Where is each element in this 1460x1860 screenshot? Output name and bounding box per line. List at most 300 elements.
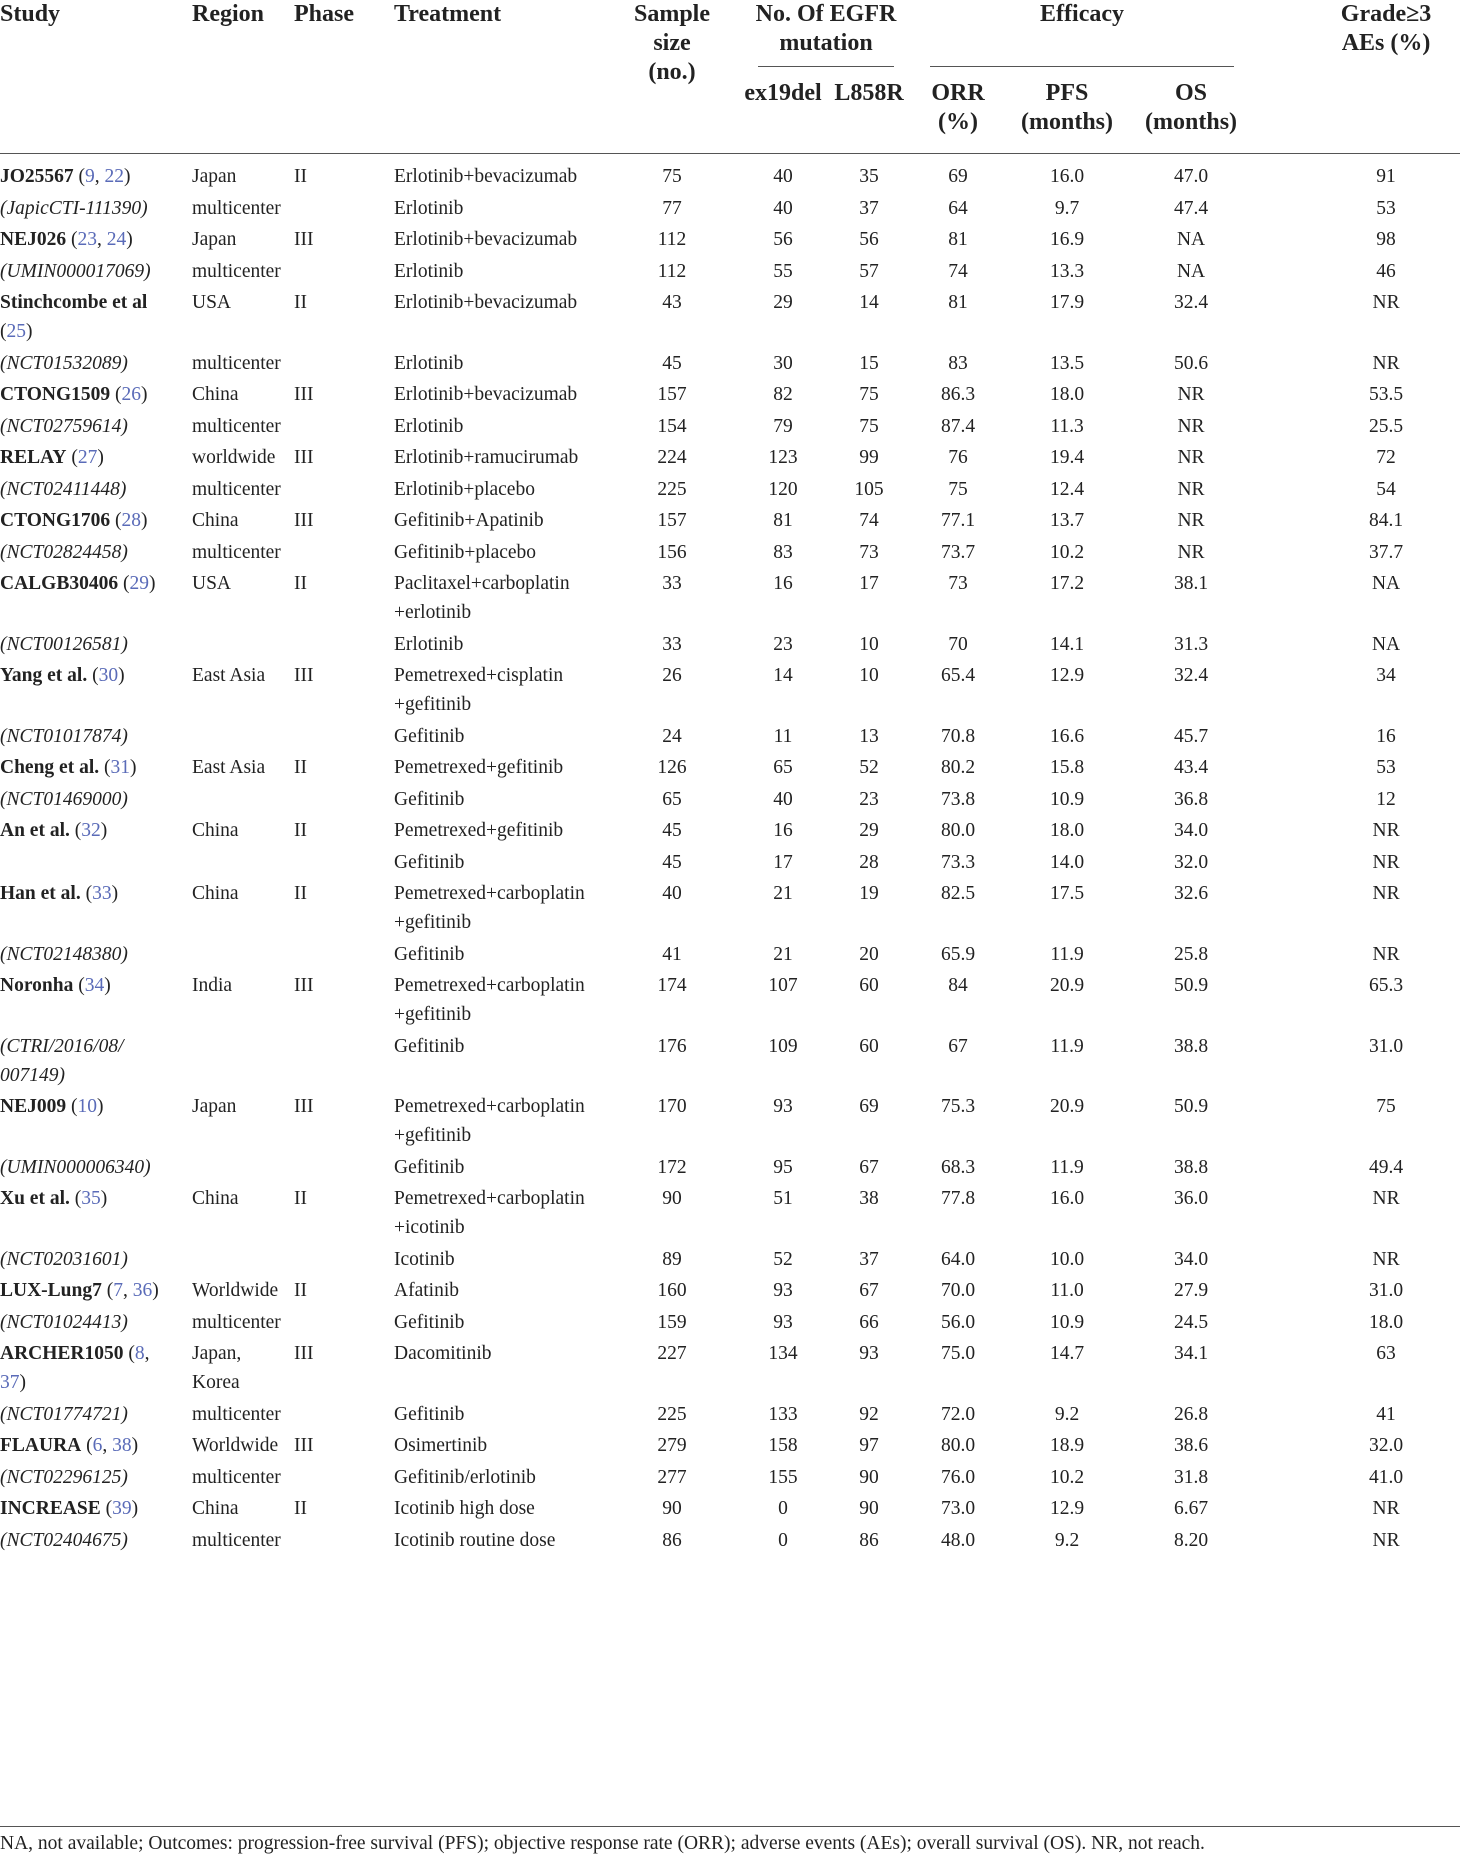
reference-link[interactable]: 35 bbox=[81, 1188, 101, 1209]
cell-sample-size: 170 bbox=[657, 1096, 687, 1117]
cell-os: 50.9 bbox=[1173, 1096, 1209, 1117]
cell-study: RELAY (27) bbox=[0, 447, 104, 468]
cell-region bbox=[178, 1153, 272, 1185]
cell-region: China bbox=[192, 820, 239, 841]
table-row bbox=[0, 288, 1460, 349]
cell-grade3-aes: 84.1 bbox=[1368, 510, 1404, 531]
cell-study bbox=[0, 1153, 178, 1185]
reference-link[interactable]: 24 bbox=[106, 229, 127, 250]
reference-link[interactable]: 32 bbox=[81, 820, 101, 841]
cell-orr: 70.8 bbox=[940, 725, 976, 747]
cell-phase: III bbox=[294, 665, 314, 686]
cell-sample-size: 279 bbox=[657, 1435, 687, 1456]
cell-treatment bbox=[354, 154, 584, 194]
reference-link[interactable]: 8 bbox=[134, 1343, 145, 1364]
cell-region: multicenter bbox=[192, 415, 281, 437]
cell-grade3-aes: NR bbox=[1372, 1498, 1400, 1519]
cell-sample-size: 26 bbox=[662, 665, 682, 686]
study-name: Noronha bbox=[0, 975, 74, 996]
treatment-line: Gefitinib bbox=[394, 788, 465, 810]
cell-orr: 73.3 bbox=[940, 851, 976, 873]
cell-treatment bbox=[354, 1276, 584, 1308]
cell-study bbox=[0, 349, 178, 381]
treatment-line: Erlotinib bbox=[394, 633, 464, 655]
cell-ex19del: 120 bbox=[768, 478, 798, 500]
treatment-line: Erlotinib bbox=[394, 415, 464, 437]
cell-orr: 80.0 bbox=[940, 820, 976, 841]
cell-treatment bbox=[354, 848, 584, 880]
treatment-line: Gefitinib bbox=[394, 1156, 465, 1178]
treatment-line: Erlotinib+bevacizumab bbox=[394, 229, 578, 250]
cell-l858r: 35 bbox=[859, 166, 879, 187]
study-name: Han et al. bbox=[0, 883, 81, 904]
cell-l858r: 69 bbox=[859, 1096, 879, 1117]
cell-os: 32.4 bbox=[1173, 665, 1209, 686]
cell-os: 6.67 bbox=[1173, 1498, 1209, 1519]
cell-os: NR bbox=[1177, 384, 1205, 405]
cell-grade3-aes: 46 bbox=[1376, 260, 1396, 282]
cell-grade3-aes: 72 bbox=[1376, 447, 1396, 468]
cell-treatment bbox=[354, 538, 584, 570]
cell-sample-size: 45 bbox=[662, 851, 682, 873]
cell-pfs: 19.4 bbox=[1049, 447, 1085, 468]
cell-orr: 69 bbox=[948, 166, 968, 187]
cell-l858r: 92 bbox=[859, 1403, 879, 1425]
cell-l858r: 28 bbox=[859, 851, 879, 873]
cell-grade3-aes: 25.5 bbox=[1368, 415, 1404, 437]
study-registry-id: (NCT02404675) bbox=[0, 1529, 128, 1551]
cell-phase: II bbox=[294, 573, 307, 594]
cell-grade3-aes: 32.0 bbox=[1368, 1435, 1404, 1456]
cell-pfs: 13.7 bbox=[1049, 510, 1085, 531]
cell-study bbox=[0, 785, 178, 817]
cell-l858r: 17 bbox=[859, 573, 879, 594]
header-ex19del: ex19del bbox=[744, 80, 822, 106]
reference-link[interactable]: 9 bbox=[85, 166, 95, 187]
cell-pfs: 10.9 bbox=[1049, 788, 1085, 810]
reference-link[interactable]: 30 bbox=[98, 665, 119, 686]
cell-grade3-aes: NR bbox=[1372, 943, 1400, 965]
treatment-line: Gefitinib bbox=[394, 1035, 465, 1057]
header-efficacy: Efficacy bbox=[912, 0, 1252, 67]
study-name: CALGB30406 bbox=[0, 573, 119, 594]
cell-region: East Asia bbox=[192, 757, 266, 778]
header-egfr-mutation: No. Of EGFR mutation bbox=[730, 0, 912, 67]
cell-orr: 70 bbox=[948, 633, 968, 655]
cell-region bbox=[178, 848, 272, 880]
cell-os: 34.1 bbox=[1173, 1343, 1209, 1364]
cell-orr: 64 bbox=[948, 197, 968, 219]
table-row bbox=[0, 848, 1460, 880]
cell-ex19del: 82 bbox=[773, 384, 793, 405]
cell-ex19del: 29 bbox=[773, 292, 793, 313]
treatment-line: Pemetrexed+cisplatin bbox=[394, 665, 564, 686]
cell-treatment bbox=[354, 1245, 584, 1277]
cell-study bbox=[0, 257, 178, 289]
cell-l858r: 60 bbox=[859, 975, 879, 996]
table-row bbox=[0, 1400, 1460, 1432]
header-treatment: Treatment bbox=[394, 1, 502, 27]
cell-grade3-aes: NR bbox=[1372, 820, 1400, 841]
cell-grade3-aes: NR bbox=[1372, 883, 1400, 904]
cell-phase bbox=[272, 257, 354, 289]
cell-orr: 65.4 bbox=[940, 665, 976, 686]
cell-treatment bbox=[354, 1463, 584, 1495]
cell-region: multicenter bbox=[192, 1466, 281, 1488]
treatment-line: Pemetrexed+carboplatin bbox=[394, 1096, 585, 1117]
reference-link[interactable]: 39 bbox=[112, 1498, 132, 1519]
cell-pfs: 13.5 bbox=[1049, 352, 1085, 374]
cell-ex19del: 95 bbox=[773, 1156, 793, 1178]
cell-region: multicenter bbox=[192, 260, 281, 282]
cell-pfs: 14.0 bbox=[1049, 851, 1085, 873]
cell-study: FLAURA (6, 38) bbox=[0, 1435, 139, 1456]
treatment-line: Erlotinib+ramucirumab bbox=[394, 447, 579, 468]
cell-sample-size: 277 bbox=[657, 1466, 687, 1488]
cell-phase: II bbox=[294, 166, 307, 187]
cell-pfs: 14.7 bbox=[1049, 1343, 1085, 1364]
cell-grade3-aes: NR bbox=[1372, 851, 1400, 873]
cell-l858r: 14 bbox=[859, 292, 879, 313]
cell-l858r: 60 bbox=[859, 1035, 879, 1057]
study-name: LUX-Lung7 bbox=[0, 1280, 102, 1301]
treatment-line: Gefitinib+placebo bbox=[394, 541, 537, 563]
cell-sample-size: 156 bbox=[657, 541, 687, 563]
cell-grade3-aes: NR bbox=[1372, 1529, 1400, 1551]
cell-sample-size: 172 bbox=[657, 1156, 687, 1178]
cell-sample-size: 225 bbox=[657, 1403, 687, 1425]
treatment-line: Gefitinib/erlotinib bbox=[394, 1466, 536, 1488]
table-row bbox=[0, 475, 1460, 507]
treatment-line: Pemetrexed+carboplatin bbox=[394, 975, 585, 996]
header-os: OS (months) bbox=[1145, 80, 1238, 135]
cell-study: CTONG1509 (26) bbox=[0, 384, 148, 405]
cell-study bbox=[0, 1245, 178, 1277]
cell-orr: 84 bbox=[948, 975, 968, 996]
treatment-line: Erlotinib+bevacizumab bbox=[394, 166, 578, 187]
cell-phase: III bbox=[294, 384, 314, 405]
cell-os: NR bbox=[1177, 541, 1205, 563]
cell-sample-size: 227 bbox=[657, 1343, 687, 1364]
cell-pfs: 9.2 bbox=[1054, 1529, 1080, 1551]
table-row bbox=[0, 1339, 1460, 1400]
cell-os: NA bbox=[1176, 229, 1206, 250]
treatment-line: Erlotinib bbox=[394, 197, 464, 219]
cell-grade3-aes: 18.0 bbox=[1368, 1311, 1404, 1333]
cell-ex19del: 93 bbox=[773, 1280, 793, 1301]
treatment-line: Erlotinib+bevacizumab bbox=[394, 384, 578, 405]
cell-pfs: 20.9 bbox=[1049, 975, 1085, 996]
cell-phase: III bbox=[294, 447, 314, 468]
treatment-line: +icotinib bbox=[394, 1217, 465, 1238]
study-name: Cheng et al. bbox=[0, 757, 100, 778]
cell-treatment bbox=[354, 1153, 584, 1185]
treatment-line: Gefitinib bbox=[394, 851, 465, 873]
cell-study: CTONG1706 (28) bbox=[0, 510, 148, 531]
study-name: NEJ009 bbox=[0, 1096, 67, 1117]
study-name: CTONG1706 bbox=[0, 510, 111, 531]
cell-sample-size: 45 bbox=[662, 352, 682, 374]
table-row bbox=[0, 380, 1460, 412]
reference-link[interactable]: 31 bbox=[110, 757, 130, 778]
cell-ex19del: 107 bbox=[768, 975, 798, 996]
cell-treatment bbox=[354, 1308, 584, 1340]
cell-treatment bbox=[354, 475, 584, 507]
header-phase: Phase bbox=[294, 1, 354, 27]
table-row bbox=[0, 940, 1460, 972]
cell-l858r: 99 bbox=[859, 447, 879, 468]
cell-pfs: 12.9 bbox=[1049, 665, 1085, 686]
reference-link[interactable]: 22 bbox=[104, 166, 125, 187]
table-row bbox=[0, 816, 1460, 848]
cell-phase bbox=[272, 1032, 354, 1093]
cell-phase bbox=[272, 1463, 354, 1495]
reference-link[interactable]: 29 bbox=[129, 573, 149, 594]
cell-study bbox=[0, 1032, 178, 1093]
reference-link[interactable]: 7 bbox=[113, 1280, 123, 1301]
table-row bbox=[0, 785, 1460, 817]
cell-ex19del: 93 bbox=[773, 1096, 793, 1117]
cell-pfs: 13.3 bbox=[1049, 260, 1085, 282]
treatment-line: Erlotinib bbox=[394, 260, 464, 282]
table-row bbox=[0, 971, 1460, 1032]
cell-region: China bbox=[192, 883, 239, 904]
cell-ex19del: 123 bbox=[768, 447, 798, 468]
cell-ex19del: 109 bbox=[768, 1035, 798, 1057]
reference-link[interactable]: 6 bbox=[92, 1435, 103, 1456]
cell-l858r: 37 bbox=[859, 1248, 879, 1270]
cell-treatment bbox=[354, 257, 584, 289]
cell-ex19del: 51 bbox=[773, 1188, 793, 1209]
table-row bbox=[0, 1245, 1460, 1277]
cell-phase: II bbox=[294, 292, 307, 313]
cell-study bbox=[0, 940, 178, 972]
cell-grade3-aes: 54 bbox=[1376, 478, 1396, 500]
cell-phase: II bbox=[294, 1188, 307, 1209]
treatment-line: Erlotinib+placebo bbox=[394, 478, 535, 500]
study-name: CTONG1509 bbox=[0, 384, 111, 405]
table-row bbox=[0, 1526, 1460, 1558]
study-registry-id: (NCT01017874) bbox=[0, 725, 128, 747]
cell-ex19del: 0 bbox=[778, 1529, 788, 1551]
cell-os: 27.9 bbox=[1173, 1280, 1209, 1301]
cell-l858r: 75 bbox=[859, 384, 879, 405]
cell-os: 38.6 bbox=[1173, 1435, 1209, 1456]
cell-os: 32.4 bbox=[1173, 292, 1209, 313]
cell-phase bbox=[272, 349, 354, 381]
cell-grade3-aes: 65.3 bbox=[1368, 975, 1404, 996]
header-pfs: PFS (months) bbox=[1021, 80, 1114, 135]
cell-phase: III bbox=[294, 510, 314, 531]
cell-l858r: 90 bbox=[859, 1466, 879, 1488]
cell-os: NA bbox=[1176, 260, 1206, 282]
cell-ex19del: 14 bbox=[773, 665, 793, 686]
reference-link[interactable]: 10 bbox=[77, 1096, 97, 1117]
reference-link[interactable]: 23 bbox=[77, 229, 97, 250]
cell-ex19del: 81 bbox=[773, 510, 793, 531]
table-row bbox=[0, 1184, 1460, 1245]
cell-pfs: 12.9 bbox=[1049, 1498, 1085, 1519]
cell-study: Yang et al. (30) bbox=[0, 665, 125, 686]
cell-treatment bbox=[354, 1092, 584, 1153]
cell-os: 38.8 bbox=[1173, 1156, 1209, 1178]
cell-region: multicenter bbox=[192, 541, 281, 563]
cell-treatment bbox=[354, 225, 584, 257]
header-l858r: L858R bbox=[834, 80, 904, 106]
cell-grade3-aes: 53.5 bbox=[1368, 384, 1404, 405]
cell-study: LUX-Lung7 (7, 36) bbox=[0, 1280, 159, 1301]
cell-os: NR bbox=[1177, 478, 1205, 500]
treatment-line: Icotinib high dose bbox=[394, 1498, 535, 1519]
cell-study bbox=[0, 1308, 178, 1340]
treatment-line: Gefitinib bbox=[394, 725, 465, 747]
cell-l858r: 67 bbox=[859, 1156, 879, 1178]
study-registry-id: (NCT02411448) bbox=[0, 478, 127, 500]
cell-pfs: 11.3 bbox=[1050, 415, 1084, 437]
cell-ex19del: 155 bbox=[768, 1466, 798, 1488]
cell-pfs: 10.9 bbox=[1049, 1311, 1085, 1333]
reference-link[interactable]: 27 bbox=[77, 447, 98, 468]
cell-sample-size: 157 bbox=[657, 384, 687, 405]
cell-sample-size: 90 bbox=[662, 1188, 682, 1209]
cell-grade3-aes: 31.0 bbox=[1368, 1035, 1404, 1057]
cell-treatment bbox=[354, 661, 584, 722]
cell-grade3-aes: NR bbox=[1372, 292, 1400, 313]
cell-study bbox=[0, 412, 178, 444]
cell-phase: II bbox=[294, 1280, 307, 1301]
cell-region bbox=[178, 630, 272, 662]
reference-link[interactable]: 38 bbox=[112, 1435, 132, 1456]
cell-pfs: 11.9 bbox=[1050, 943, 1084, 965]
table-row bbox=[0, 569, 1460, 630]
cell-os: 38.1 bbox=[1173, 573, 1209, 594]
table-row bbox=[0, 1092, 1460, 1153]
reference-link[interactable]: 25 bbox=[6, 321, 26, 342]
cell-region: India bbox=[192, 975, 233, 996]
cell-treatment bbox=[354, 412, 584, 444]
treatment-line: Icotinib routine dose bbox=[394, 1529, 556, 1551]
treatment-line: Gefitinib bbox=[394, 943, 465, 965]
cell-phase: III bbox=[294, 975, 314, 996]
cell-sample-size: 33 bbox=[662, 573, 682, 594]
reference-link[interactable]: 36 bbox=[132, 1280, 153, 1301]
reference-link[interactable]: 33 bbox=[92, 883, 112, 904]
cell-os: 43.4 bbox=[1173, 757, 1209, 778]
study-registry-id: (NCT02296125) bbox=[0, 1466, 128, 1488]
cell-pfs: 18.0 bbox=[1049, 384, 1085, 405]
cell-phase bbox=[272, 475, 354, 507]
cell-phase bbox=[272, 194, 354, 226]
cell-os: 31.8 bbox=[1173, 1466, 1209, 1488]
cell-pfs: 9.7 bbox=[1054, 197, 1080, 219]
cell-grade3-aes: 75 bbox=[1376, 1096, 1396, 1117]
cell-ex19del: 30 bbox=[773, 352, 793, 374]
header-orr: ORR (%) bbox=[931, 80, 985, 135]
cell-study: INCREASE (39) bbox=[0, 1498, 139, 1519]
cell-grade3-aes: 31.0 bbox=[1368, 1280, 1404, 1301]
reference-link[interactable]: 28 bbox=[121, 510, 142, 531]
cell-ex19del: 56 bbox=[773, 229, 793, 250]
cell-treatment bbox=[354, 785, 584, 817]
cell-phase bbox=[272, 785, 354, 817]
cell-l858r: 86 bbox=[859, 1529, 879, 1551]
cell-l858r: 105 bbox=[854, 478, 884, 500]
study-name: ARCHER1050 bbox=[0, 1343, 124, 1364]
cell-orr: 73 bbox=[948, 573, 968, 594]
cell-ex19del: 40 bbox=[773, 197, 793, 219]
cell-orr: 74 bbox=[948, 260, 968, 282]
cell-grade3-aes: NR bbox=[1372, 1188, 1400, 1209]
cell-os: 45.7 bbox=[1173, 725, 1209, 747]
cell-region: multicenter bbox=[192, 478, 281, 500]
cell-os: 32.0 bbox=[1173, 851, 1209, 873]
table-row bbox=[0, 1494, 1460, 1526]
cell-l858r: 52 bbox=[859, 757, 879, 778]
cell-ex19del: 40 bbox=[773, 788, 793, 810]
cell-treatment bbox=[354, 349, 584, 381]
cell-phase: II bbox=[294, 1498, 307, 1519]
cell-region: worldwide bbox=[192, 447, 276, 468]
cell-treatment bbox=[354, 1339, 584, 1400]
cell-study bbox=[0, 194, 178, 226]
cell-region: multicenter bbox=[192, 1311, 281, 1333]
treatment-line: Erlotinib bbox=[394, 352, 464, 374]
cell-ex19del: 55 bbox=[773, 260, 793, 282]
treatment-line: Dacomitinib bbox=[394, 1343, 492, 1364]
cell-orr: 76 bbox=[948, 447, 968, 468]
reference-link[interactable]: 26 bbox=[121, 384, 142, 405]
cell-grade3-aes: 34 bbox=[1376, 665, 1396, 686]
cell-study: Noronha (34) bbox=[0, 975, 111, 996]
cell-os: 26.8 bbox=[1173, 1403, 1209, 1425]
cell-l858r: 73 bbox=[859, 541, 879, 563]
cell-sample-size: 33 bbox=[662, 633, 682, 655]
cell-sample-size: 75 bbox=[662, 166, 682, 187]
treatment-line: Gefitinib+Apatinib bbox=[394, 510, 544, 531]
cell-orr: 75 bbox=[948, 478, 968, 500]
cell-orr: 67 bbox=[948, 1035, 968, 1057]
table-row bbox=[0, 506, 1460, 538]
study-registry-id: (NCT02031601) bbox=[0, 1248, 128, 1270]
cell-phase bbox=[272, 1400, 354, 1432]
cell-region: USA bbox=[192, 573, 232, 594]
cell-treatment bbox=[354, 1400, 584, 1432]
study-name: JO25567 bbox=[0, 166, 74, 187]
cell-phase: III bbox=[294, 1343, 314, 1364]
cell-sample-size: 89 bbox=[662, 1248, 682, 1270]
cell-grade3-aes: NR bbox=[1372, 1248, 1400, 1270]
cell-phase: II bbox=[294, 820, 307, 841]
reference-link[interactable]: 37 bbox=[0, 1372, 20, 1393]
cell-orr: 77.8 bbox=[940, 1188, 976, 1209]
study-registry-id: (UMIN000006340) bbox=[0, 1156, 151, 1178]
cell-study: Stinchcombe et al (25) bbox=[0, 292, 148, 342]
reference-link[interactable]: 34 bbox=[84, 975, 105, 996]
cell-region: Japan bbox=[192, 1096, 237, 1117]
study-name: NEJ026 bbox=[0, 229, 67, 250]
cell-sample-size: 86 bbox=[662, 1529, 682, 1551]
table-row bbox=[0, 225, 1460, 257]
table-row bbox=[0, 443, 1460, 475]
cell-pfs: 17.2 bbox=[1049, 573, 1085, 594]
treatment-line: Paclitaxel+carboplatin bbox=[394, 573, 570, 594]
cell-phase bbox=[272, 630, 354, 662]
cell-l858r: 56 bbox=[859, 229, 879, 250]
study-registry-id: (NCT01469000) bbox=[0, 788, 128, 810]
cell-sample-size: 157 bbox=[657, 510, 687, 531]
cell-os: 36.0 bbox=[1173, 1188, 1209, 1209]
cell-treatment bbox=[354, 380, 584, 412]
